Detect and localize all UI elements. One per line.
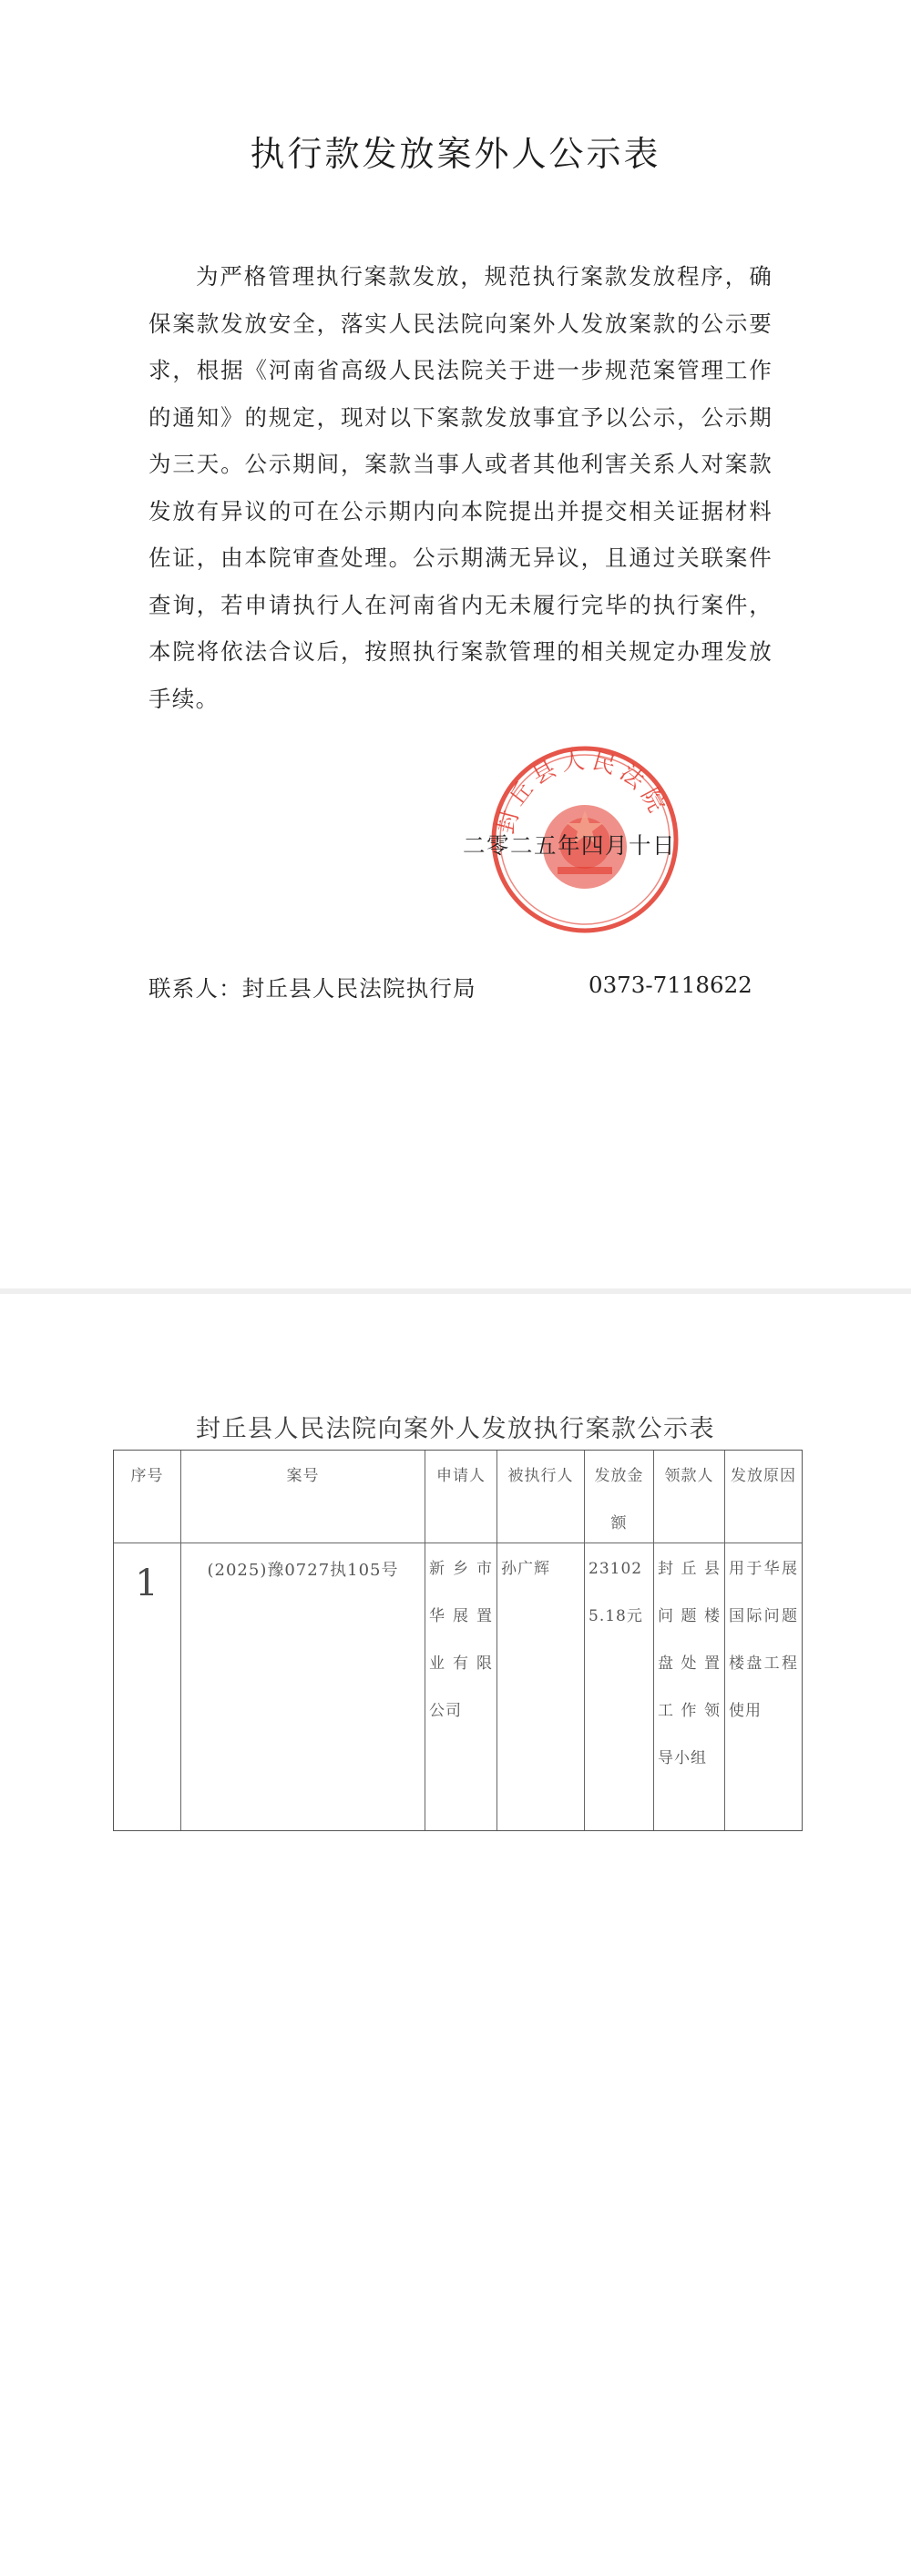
row-applicant: 新乡市华展置业有限公司: [425, 1543, 497, 1830]
contact-phone: 0373-7118622: [589, 972, 752, 998]
notice-date: 二零二五年四月十日: [463, 832, 676, 859]
row-case-no: (2025)豫0727执105号: [181, 1543, 425, 1830]
header-amount: 发放金额: [585, 1451, 654, 1543]
contact-label: 联系人：封丘县人民法院执行局: [148, 975, 476, 1002]
seal-text: 封丘县人民法院: [492, 746, 673, 837]
disbursement-table: [113, 1450, 803, 1831]
header-case-no: 案号: [181, 1451, 425, 1543]
document-title: 执行款发放案外人公示表: [250, 134, 661, 174]
table-page: [0, 1294, 911, 2576]
row-payee: 封丘县问题楼盘处置工作领导小组: [654, 1543, 725, 1830]
header-applicant: 申请人: [425, 1451, 497, 1543]
row-respondent: 孙广辉: [497, 1543, 585, 1830]
row-seq: 1: [114, 1543, 181, 1830]
header-payee: 领款人: [654, 1451, 725, 1543]
table-title: 封丘县人民法院向案外人发放执行案款公示表: [196, 1415, 715, 1443]
row-amount: 231025.18元: [585, 1543, 654, 1830]
header-seq: 序号: [114, 1451, 181, 1543]
header-respondent: 被执行人: [497, 1451, 585, 1543]
header-reason: 发放原因: [725, 1451, 802, 1543]
row-reason: 用于华展国际问题楼盘工程使用: [729, 1560, 798, 1720]
notice-body: 为严格管理执行案款发放，规范执行案款发放程序，确保案款发放安全，落实人民法院向案外人发放案款的公示要求，根据《河南省高级人民法院关于进一步规范案管理工作的通知》的规定，现对以下案款发放事宜予以公示，公示期为三天。公示期间，案款当事人或者其他利害关系人对案款发放有异议的可在公示期内向本院提出并提交相关证据材料佐证，由本院审查处理。公示期满无异议，且通过关联案件查询，若申请执行人在河南省内无未履行完毕的执行案件，本院将依法合议后，按照执行案款管理的相关规定办理发放手续。: [148, 263, 773, 712]
